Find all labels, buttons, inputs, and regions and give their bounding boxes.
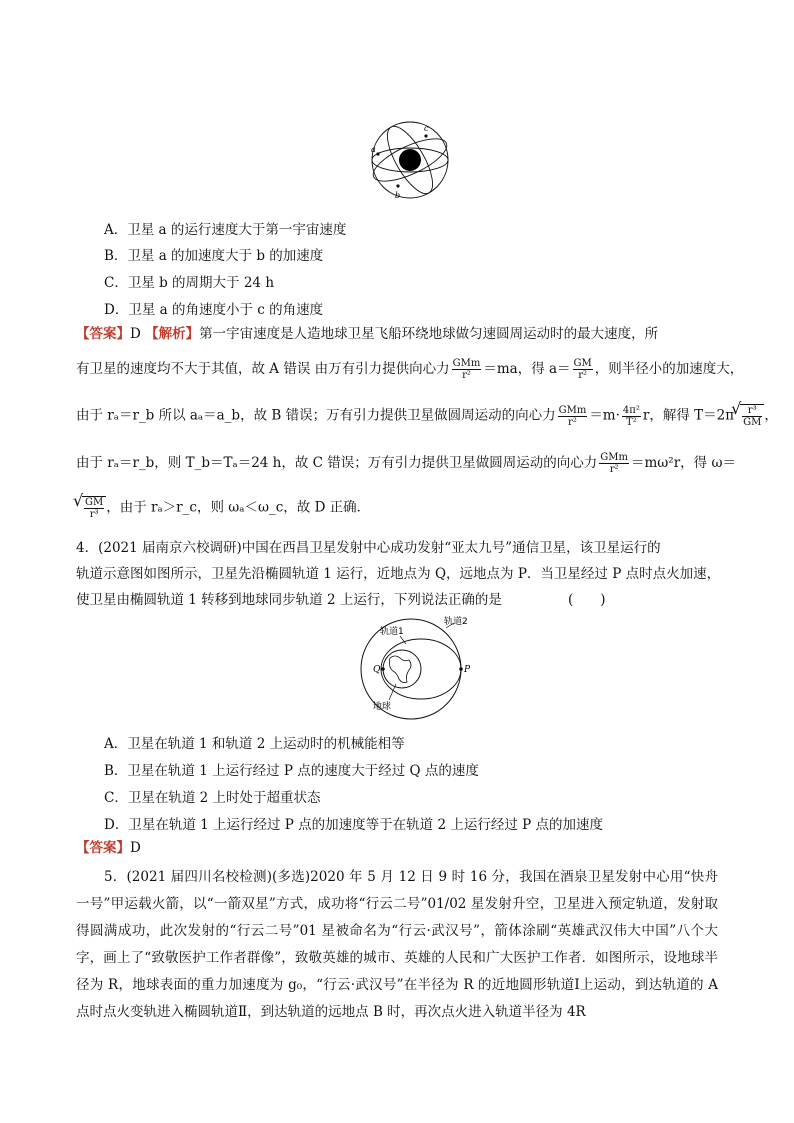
analysis-text: 由于 rₐ＝r_b 所以 aₐ＝a_b，故 B 错误；万有引力提供卫星做圆周运动的向心力 — [76, 407, 556, 424]
fraction — [573, 358, 593, 381]
fraction-numerator: √ r³ — [742, 405, 762, 417]
analysis-text: ，由于 rₐ＞r_c，则 ωₐ＜ω_c，故 D 正确． — [106, 499, 371, 516]
analysis-text: ， — [764, 407, 778, 424]
analysis-text: ，则半径小的加速度大， — [594, 361, 744, 377]
fraction-denominator: T² — [626, 416, 637, 428]
q4-stem-line-1: 4．(2021 届南京六校调研)中国在西昌卫星发射中心成功发射“亚太九号”通信卫星，该卫星运行的 — [76, 540, 661, 556]
fraction — [452, 358, 482, 381]
q3-analysis-line-5 — [76, 496, 370, 520]
square-root — [82, 496, 106, 520]
q4-option-c: C．卫星在轨道 2 上时处于超重状态 — [104, 790, 321, 806]
q4-option-b: B．卫星在轨道 1 上运行经过 P 点的速度大于经过 Q 点的速度 — [104, 763, 479, 779]
q5-stem: 5．(2021 届四川名校检测)(多选)2020 年 5 月 12 日 9 时 16 分，我国在酒泉卫星发射中心用“快舟一号”甲运载火箭，以“一箭双星”方式，成功将“行云二号”01/02 星发射升空，卫星进入预定轨道，发射取得圆满成功，此次发射的“行云二号”01 星被命名为“行云·武汉号”，箭体涂刷“英雄武汉伟大中国”八个大字，画上了“致敬医护工作者群像”，致敬英雄的城市、英雄的人民和广大医护工作者．如图所示，设地球半径为 R，地球表面的重力加速度为 g₀，“行云·武汉号”在半径为 R 的近地圆形轨道Ⅰ上运动，到达轨道的 A 点时点火变轨进入椭圆轨道Ⅱ，到达轨道的远地点 B 时，再次点火进入轨道半径为 4R — [76, 869, 718, 1020]
q4-option-a: A．卫星在轨道 1 和轨道 2 上运动时的机械能相等 — [104, 736, 405, 752]
answer-value: D — [130, 326, 141, 342]
square-root — [740, 404, 764, 428]
orbit-2-label: 轨道2 — [444, 617, 468, 627]
q3-option-d: D．卫星 a 的角速度小于 c 的角速度 — [104, 302, 324, 318]
fraction-denominator: r² — [609, 464, 619, 475]
q3-analysis-line-2 — [76, 358, 743, 381]
fraction-numerator: GMm — [452, 358, 481, 369]
q3-analysis-line-1 — [76, 324, 658, 344]
point-q-label: Q — [373, 665, 381, 675]
fraction-numerator: GMm — [558, 404, 587, 416]
fraction-denominator: GM — [743, 417, 762, 428]
fraction-numerator: GM — [573, 358, 592, 369]
fraction-numerator: 4π² — [622, 404, 640, 416]
analysis-text: 由于 rₐ＝r_b，则 T_b＝Tₐ＝24 h，故 C 错误；万有引力提供卫星做圆周运动的向心力 — [76, 455, 598, 471]
analysis-tag: 【解析】 — [145, 326, 200, 342]
orbit-1-label: 轨道1 — [380, 627, 404, 637]
q3-analysis-line-4 — [76, 452, 736, 475]
answer-bracket: ( ) — [568, 592, 606, 608]
q3-analysis-line-3 — [76, 404, 778, 428]
answer-tag: 【答案】 — [76, 840, 130, 856]
fraction — [558, 405, 588, 428]
answer-value: D — [130, 840, 141, 856]
fraction-denominator: r³ — [89, 509, 99, 520]
q4-stem-line-3 — [76, 590, 606, 610]
satellite-orbits-figure — [360, 112, 460, 202]
fraction — [622, 405, 641, 428]
analysis-text: ＝mω²r，得 ω＝ — [631, 455, 736, 471]
analysis-text: ＝m· — [589, 407, 620, 424]
q3-option-a: A．卫星 a 的运行速度大于第一宇宙速度 — [104, 222, 347, 238]
fraction-numerator: GMm — [600, 452, 628, 463]
fraction — [599, 452, 629, 475]
q4-stem-text: 使卫星由椭圆轨道 1 转移到地球同步轨道 2 上运行，下列说法正确的是 — [76, 592, 502, 608]
analysis-text: 有卫星的速度均不大于其值，故 A 错误 由万有引力提供向心力 — [76, 361, 450, 377]
answer-tag: 【答案】 — [76, 326, 130, 342]
orbit-transfer-figure — [346, 614, 476, 724]
earth-label: 地球 — [373, 702, 392, 712]
point-p-label: P — [464, 665, 471, 675]
analysis-text: r，解得 T＝2π — [642, 407, 735, 424]
q3-option-c: C．卫星 b 的周期大于 24 h — [104, 275, 275, 291]
q4-stem-line-2: 轨道示意图如图所示，卫星先沿椭圆轨道 1 运行，近地点为 Q，远地点为 P．当卫星经过 P 点时点火加速， — [76, 566, 721, 582]
q4-answer — [76, 838, 141, 858]
fraction-numerator: √ GM — [85, 497, 104, 508]
fraction-denominator: r² — [578, 370, 588, 381]
analysis-text: ＝ma，得 a＝ — [483, 361, 571, 377]
analysis-text: 第一宇宙速度是人造地球卫星飞船环绕地球做匀速圆周运动时的最大速度，所 — [199, 326, 659, 342]
q4-option-d: D．卫星在轨道 1 上运行经过 P 点的加速度等于在轨道 2 上运行经过 P 点的加速度 — [104, 817, 603, 833]
fraction-denominator: r² — [462, 370, 471, 381]
fraction-denominator: r² — [568, 416, 577, 428]
satellite-c-label: c — [424, 124, 429, 133]
satellite-b-label: b — [395, 191, 401, 200]
q3-option-b: B．卫星 a 的加速度大于 b 的加速度 — [104, 248, 324, 264]
satellite-a-label: a — [371, 145, 376, 154]
